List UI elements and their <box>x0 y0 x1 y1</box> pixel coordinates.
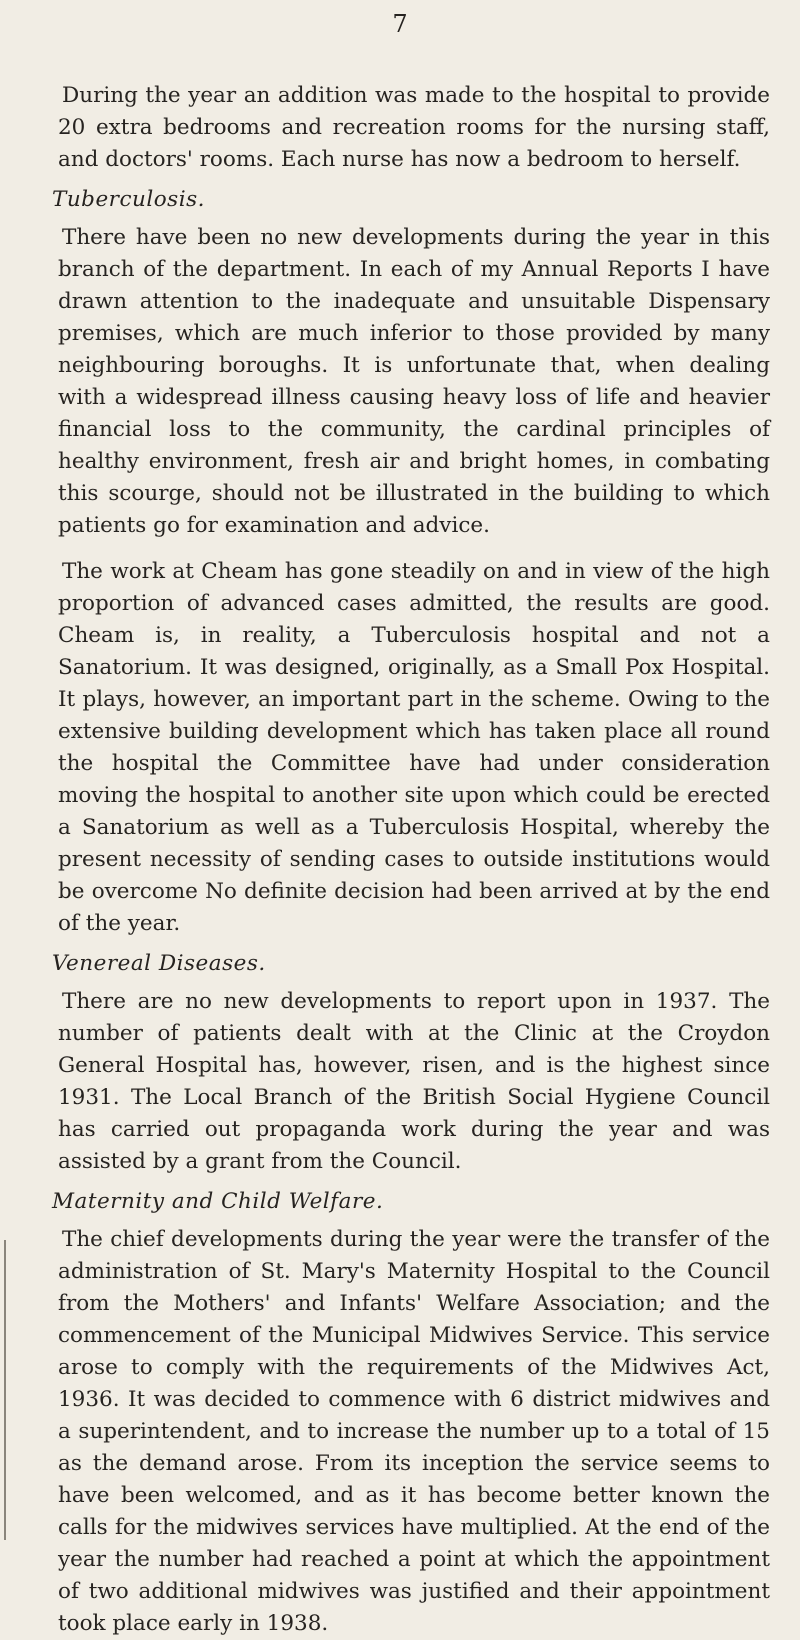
venereal-diseases-heading: Venereal Diseases. <box>52 951 266 976</box>
venereal-diseases-paragraph: There are no new developments to report upon in 1937. The number of patients dealt with at the Clinic at the Croydon General Hospital has, however, risen, and is the highest since 1931. The Local Branch of the British Social Hygiene Council has carried out propaganda work during the year and was assisted by a grant from the Council. <box>58 989 770 1174</box>
tuberculosis-paragraph-1: There have been no new developments during the year in this branch of the department. In each of my Annual Reports I have drawn attention to the inadequate and unsuitable Dispensary premises, which are much inferior to those provided by many neighbouring boroughs. It is unfortunate that, when dealing with a widespread illness causing heavy loss of life and heavier financial loss to the community, the cardinal principles of healthy environment, fresh air and bright homes, in combating this scourge, should not be illustrated in the building to which patients go for examination and advice. <box>58 225 770 538</box>
tuberculosis-heading: Tuberculosis. <box>52 187 205 212</box>
report-body <box>52 80 770 1640</box>
page-number: 7 <box>392 10 408 38</box>
maternity-paragraph: The chief developments during the year were the transfer of the administration of St. Mary's Maternity Hospital to the Council from the Mothers' and Infants' Welfare Association; and the commencement of the Municipal Midwives Service. This service arose to comply with the requirements of the Midwives Act, 1936. It was decided to commence with 6 district midwives and a superintendent, and to increase the number up to a total of 15 as the demand arose. From its inception the service seems to have been welcomed, and as it has become better known the calls for the midwives services have multiplied. At the end of the year the number had reached a point at which the appointment of two additional midwives was justified and their appointment took place early in 1938. <box>58 1227 770 1636</box>
intro-paragraph: During the year an addition was made to the hospital to provide 20 extra bedrooms and recreation rooms for the nursing staff, and doctors' rooms. Each nurse has now a bedroom to herself. <box>58 83 770 172</box>
tuberculosis-paragraph-2: The work at Cheam has gone steadily on and in view of the high proportion of advanced cases admitted, the results are good. Cheam is, in reality, a Tuberculosis hospital and not a Sanatorium. It was designed, originally, as a Small Pox Hospital. It plays, however, an important part in the scheme. Owing to the extensive building development which has taken place all round the hospital the Committee have had under consideration moving the hospital to another site upon which could be erected a Sanatorium as well as a Tuberculosis Hospital, whereby the present necessity of sending cases to outside institutions would be overcome No definite decision had been arrived at by the end of the year. <box>58 559 770 936</box>
scan-edge-line <box>4 1240 6 1540</box>
maternity-heading: Maternity and Child Welfare. <box>52 1189 384 1214</box>
paragraph-gap <box>58 542 770 556</box>
